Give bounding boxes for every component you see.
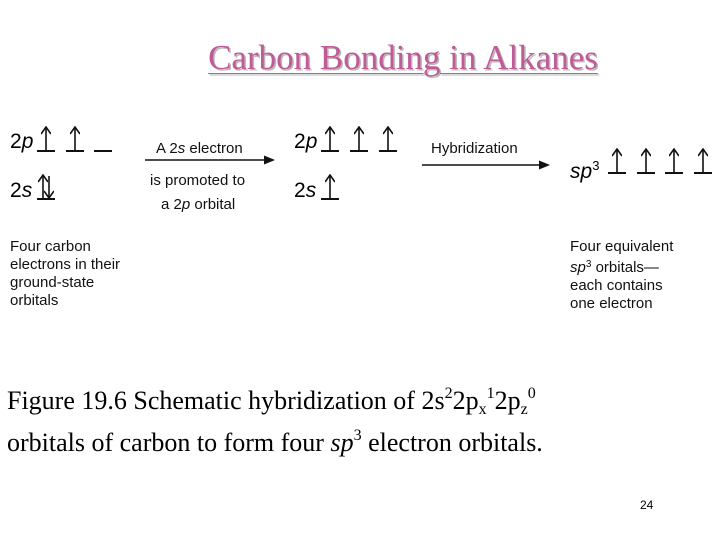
slide-title: Carbon Bonding in Alkanes — [208, 38, 598, 77]
caption-mid-1: 2p — [452, 386, 479, 415]
ground-2s-box — [37, 174, 55, 200]
ground-2p-label — [10, 131, 33, 152]
promotion-text-3-em: p — [181, 196, 191, 213]
spin-up-arrow — [325, 174, 335, 198]
hybrid-box-3 — [665, 148, 683, 174]
spin-up-arrow — [325, 126, 335, 150]
excited-2p-box-2 — [350, 126, 368, 152]
hybrid-label-line-4: one electron — [570, 295, 653, 312]
spin-up-arrow — [612, 148, 622, 172]
page-number: 24 — [640, 498, 654, 512]
promotion-text-1-pre: A 2 — [156, 140, 178, 157]
hybrid-label-line-3: each contains — [570, 277, 663, 294]
hybrid-sp-sup: 3 — [592, 158, 600, 173]
caption-sub-1: x — [478, 401, 487, 418]
caption-mid-2: 2p — [494, 386, 521, 415]
ground-2s-l: s — [21, 179, 33, 202]
hybrid-sp-text: sp — [570, 160, 593, 183]
excited-2s-l: s — [305, 179, 317, 202]
ground-label-line: Four carbon — [10, 238, 91, 255]
caption-line-2-sup: 3 — [353, 427, 362, 444]
ground-2s-n: 2 — [10, 179, 22, 202]
promotion-text-3 — [161, 196, 235, 214]
caption-sup-3: 0 — [527, 385, 536, 402]
promotion-text-1-em: s — [177, 140, 186, 157]
excited-2s-n: 2 — [294, 179, 306, 202]
spin-up-arrow — [383, 126, 393, 150]
caption-line-2 — [7, 422, 713, 464]
ground-label-line: electrons in their — [10, 256, 121, 273]
excited-2p-l: p — [305, 130, 318, 153]
spin-up-arrow — [641, 148, 651, 172]
promotion-text-3-post: orbital — [190, 196, 236, 213]
promotion-text-1 — [156, 140, 243, 158]
caption-line-1 — [7, 380, 713, 422]
excited-2p-label — [294, 131, 317, 152]
hybrid-box-2 — [637, 148, 655, 174]
hybrid-label-line-2-em: sp — [570, 259, 586, 276]
excited-2s-box — [321, 174, 339, 200]
hybrid-sp3-label — [570, 155, 599, 182]
hybrid-label-line-2-sup: 3 — [585, 259, 592, 270]
caption-sub-2: z — [520, 401, 528, 418]
ground-state-description — [10, 238, 120, 310]
spin-up-arrow — [70, 126, 80, 150]
hybrid-label-line-2-post: orbitals— — [591, 259, 659, 276]
hybrid-label-line-1: Four equivalent — [570, 238, 674, 255]
promotion-text-2: is promoted to — [150, 172, 246, 189]
hybrid-description — [570, 238, 673, 313]
excited-2p-box-3 — [379, 126, 397, 152]
excited-2s-label — [294, 180, 316, 201]
caption-line-2-pre: orbitals of carbon to form four — [7, 428, 331, 457]
excited-2p-box-1 — [321, 126, 339, 152]
ground-2p-n: 2 — [10, 130, 22, 153]
ground-label-line: orbitals — [10, 292, 59, 309]
spin-up-arrow — [41, 126, 51, 150]
caption-line-1-pre: Figure 19.6 Schematic hybridization of 2s — [7, 386, 445, 415]
ground-2p-box-3 — [94, 126, 112, 152]
spin-up-arrow — [354, 126, 364, 150]
hybridization-label: Hybridization — [431, 140, 518, 157]
caption-line-2-post: electron orbitals. — [361, 428, 543, 457]
ground-2s-label — [10, 180, 32, 201]
promotion-text-1-post: electron — [185, 140, 243, 157]
hybrid-box-1 — [608, 148, 626, 174]
figure-caption — [7, 380, 713, 464]
hybridization-arrow — [422, 159, 550, 171]
ground-label-line: ground-state — [10, 274, 95, 291]
hybrid-box-4 — [694, 148, 712, 174]
caption-line-2-em: sp — [330, 428, 354, 457]
spin-up-arrow — [669, 148, 679, 172]
caption-sup-1: 2 — [444, 385, 453, 402]
caption-sup-2: 1 — [486, 385, 495, 402]
spin-up-arrow — [698, 148, 708, 172]
hybrid-label-line-2 — [570, 256, 673, 277]
ground-2p-box-2 — [66, 126, 84, 152]
excited-2p-n: 2 — [294, 130, 306, 153]
ground-2p-l: p — [21, 130, 34, 153]
promotion-text-3-pre: a 2 — [161, 196, 182, 213]
ground-2p-box-1 — [37, 126, 55, 152]
spin-down-arrow — [44, 174, 54, 198]
